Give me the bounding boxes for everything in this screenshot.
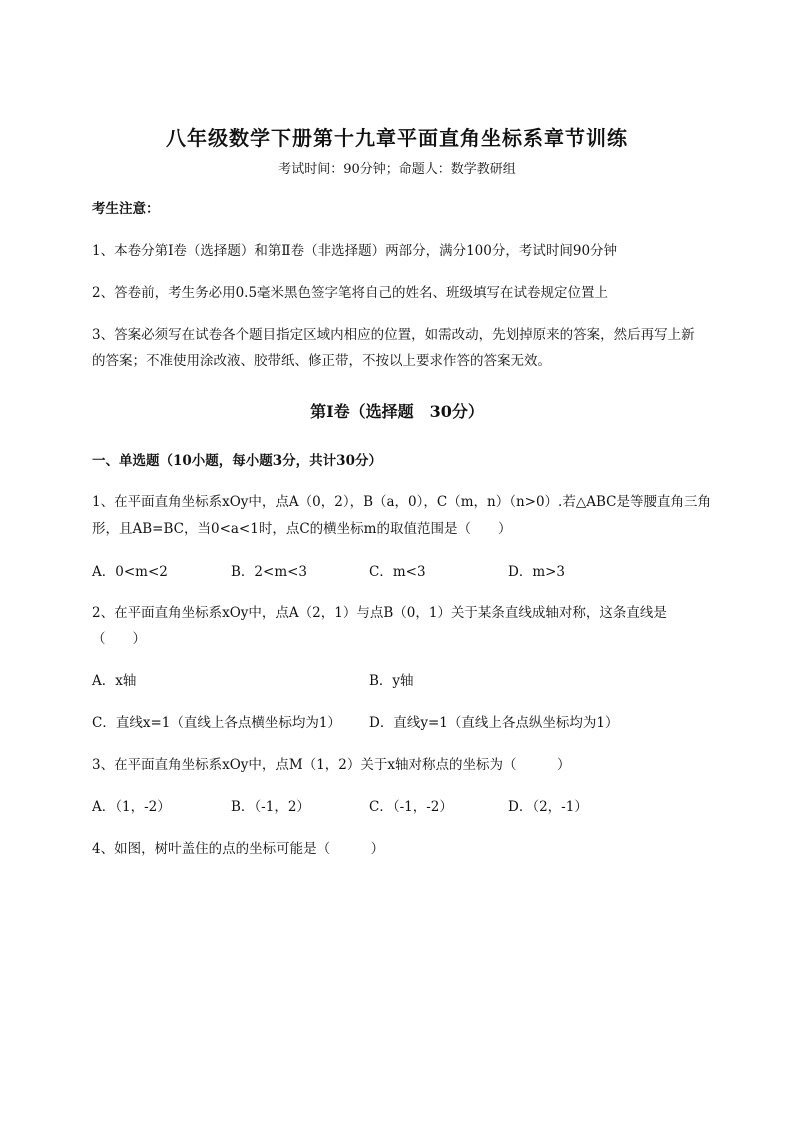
section-title: 第I卷（选择题 30分） [310,402,484,421]
question-2-option-a[interactable]: A．x轴 [92,673,137,689]
question-1-option-a[interactable]: A．0<m<2 [92,564,168,580]
question-1-line-2: 形，且AB=BC，当0<a<1时，点C的横坐标m的取值范围是（ ） [92,521,512,537]
question-3-line-1: 3、在平面直角坐标系xOy中，点M（1，2）关于x轴对称点的坐标为（ ） [92,757,571,773]
question-1-option-d[interactable]: D．m>3 [508,564,566,580]
question-4-line-1: 4、如图，树叶盖住的点的坐标可能是（ ） [92,841,385,857]
part-heading: 一、单选题（10小题，每小题3分，共计30分） [92,453,382,469]
question-3-option-c[interactable]: C．（-1，-2） [369,799,453,815]
question-1-option-b[interactable]: B．2<m<3 [231,564,308,580]
notice-item-continued: 的答案；不准使用涂改液、胶带纸、修正带，不按以上要求作答的答案无效。 [92,353,551,369]
notice-heading: 考生注意： [92,201,160,217]
notice-item: 2、答卷前，考生务必用0.5毫米黑色签字笔将自己的姓名、班级填写在试卷规定位置上 [92,285,609,301]
question-3-option-a[interactable]: A．（1，-2） [92,799,171,815]
exam-info: 考试时间：90分钟；命题人：数学教研组 [278,162,516,177]
question-2-line-2: （ ） [92,631,146,647]
question-2-option-d[interactable]: D．直线y=1（直线上各点纵坐标均为1） [369,715,619,731]
question-3-option-d[interactable]: D．（2，-1） [508,799,588,815]
question-1-line-1: 1、在平面直角坐标系xOy中，点A（0，2），B（a，0），C（m，n）（n>0）.若△ABC是等腰直角三角 [92,494,711,510]
question-3-option-b[interactable]: B．（-1，2） [231,799,310,815]
question-2-option-b[interactable]: B．y轴 [369,673,414,689]
question-1-option-c[interactable]: C．m<3 [369,564,426,580]
question-2-line-1: 2、在平面直角坐标系xOy中，点A（2，1）与点B（0，1）关于某条直线成轴对称，这条直线是 [92,605,667,621]
question-2-option-c[interactable]: C．直线x=1（直线上各点横坐标均为1） [92,715,341,731]
notice-item: 3、答案必须写在试卷各个题目指定区域内相应的位置，如需改动，先划掉原来的答案，然后再写上新 [92,327,695,343]
notice-item: 1、本卷分第I卷（选择题）和第Ⅱ卷（非选择题）两部分，满分100分，考试时间90分钟 [92,243,618,259]
page-title: 八年级数学下册第十九章平面直角坐标系章节训练 [166,126,628,150]
